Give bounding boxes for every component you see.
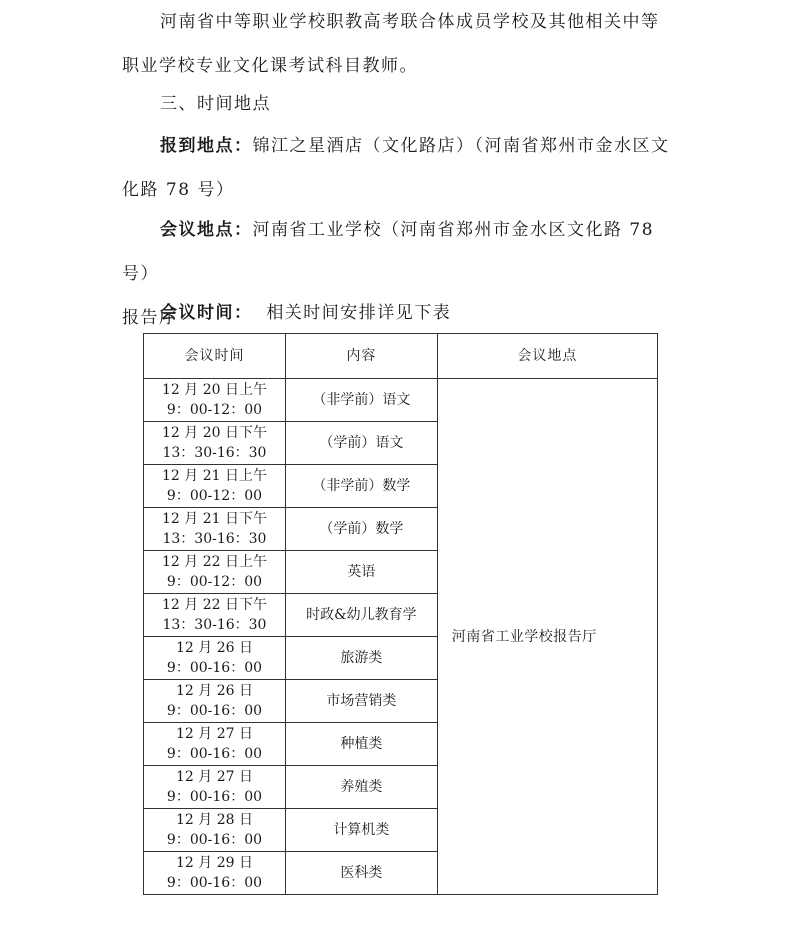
time-cell: [144, 594, 286, 637]
checkin-line-1: 锦江之星酒店（文化路店）（河南省郑州市金水区文: [252, 136, 670, 156]
date-text: 12 月 28 日: [175, 812, 253, 828]
time-cell: [144, 465, 286, 508]
time-cell: [144, 723, 286, 766]
time-cell: [144, 422, 286, 465]
content-cell: 计算机类: [285, 809, 437, 852]
checkin-paragraph: [122, 124, 692, 212]
date-text: 12 月 21 日上午: [161, 468, 267, 484]
venue-line-1: 河南省工业学校（河南省郑州市金水区文化路 78 号）: [122, 220, 655, 284]
venue-line-2: 报告厅: [122, 308, 178, 328]
table-row: [144, 379, 658, 422]
content-cell: 旅游类: [285, 637, 437, 680]
content-cell: （学前）数学: [285, 508, 437, 551]
place-cell: 河南省工业学校报告厅: [437, 379, 657, 895]
date-text: 12 月 27 日: [175, 769, 253, 785]
schedule-table: [143, 333, 658, 895]
content-cell: 时政&幼儿教育学: [285, 594, 437, 637]
time-text: 9：00-16：00: [166, 746, 263, 762]
date-text: 12 月 21 日下午: [161, 511, 267, 527]
time-cell: [144, 809, 286, 852]
date-text: 12 月 26 日: [175, 683, 253, 699]
time-cell: [144, 508, 286, 551]
meeting-time-paragraph: [122, 291, 692, 335]
section-heading-text: 三、时间地点: [160, 94, 271, 114]
time-cell: [144, 680, 286, 723]
date-text: 12 月 26 日: [175, 640, 253, 656]
time-text: 13：30-16：30: [162, 617, 267, 633]
venue-label: 会议地点：: [160, 220, 253, 240]
content-cell: 英语: [285, 551, 437, 594]
time-text: 9：00-12：00: [166, 488, 263, 504]
time-cell: [144, 766, 286, 809]
time-text: 9：00-16：00: [166, 832, 263, 848]
content-cell: （学前）语文: [285, 422, 437, 465]
content-cell: （非学前）语文: [285, 379, 437, 422]
time-text: 9：00-12：00: [166, 574, 263, 590]
checkin-line-2: 化路 78 号）: [122, 180, 235, 200]
content-cell: 市场营销类: [285, 680, 437, 723]
time-text: 9：00-16：00: [166, 875, 263, 891]
date-text: 12 月 29 日: [175, 855, 253, 871]
checkin-label: 报到地点：: [160, 136, 253, 156]
content-cell: 医科类: [285, 852, 437, 895]
time-text: 9：00-16：00: [166, 660, 263, 676]
intro-line-1: 河南省中等职业学校职教高考联合体成员学校及其他相关中等: [160, 12, 660, 32]
meeting-time-label: 会议时间：: [160, 303, 253, 323]
time-text: 9：00-16：00: [166, 703, 263, 719]
content-cell: 种植类: [285, 723, 437, 766]
header-place: 会议地点: [437, 334, 657, 379]
content-cell: 养殖类: [285, 766, 437, 809]
content-cell: （非学前）数学: [285, 465, 437, 508]
date-text: 12 月 22 日下午: [161, 597, 267, 613]
meeting-time-text: 相关时间安排详见下表: [266, 303, 452, 323]
time-text: 9：00-16：00: [166, 789, 263, 805]
time-cell: [144, 551, 286, 594]
intro-line-2: 职业学校专业文化课考试科目教师。: [122, 56, 418, 76]
time-cell: [144, 637, 286, 680]
time-text: 9：00-12：00: [166, 402, 263, 418]
header-time: 会议时间: [144, 334, 286, 379]
date-text: 12 月 22 日上午: [161, 554, 267, 570]
date-text: 12 月 20 日下午: [161, 425, 267, 441]
table-header-row: [144, 334, 658, 379]
time-text: 13：30-16：30: [162, 445, 267, 461]
time-text: 13：30-16：30: [162, 531, 267, 547]
date-text: 12 月 27 日: [175, 726, 253, 742]
date-text: 12 月 20 日上午: [161, 382, 267, 398]
intro-paragraph: [122, 0, 692, 88]
time-cell: [144, 852, 286, 895]
section-heading: [122, 82, 692, 126]
time-cell: [144, 379, 286, 422]
header-content: 内容: [285, 334, 437, 379]
